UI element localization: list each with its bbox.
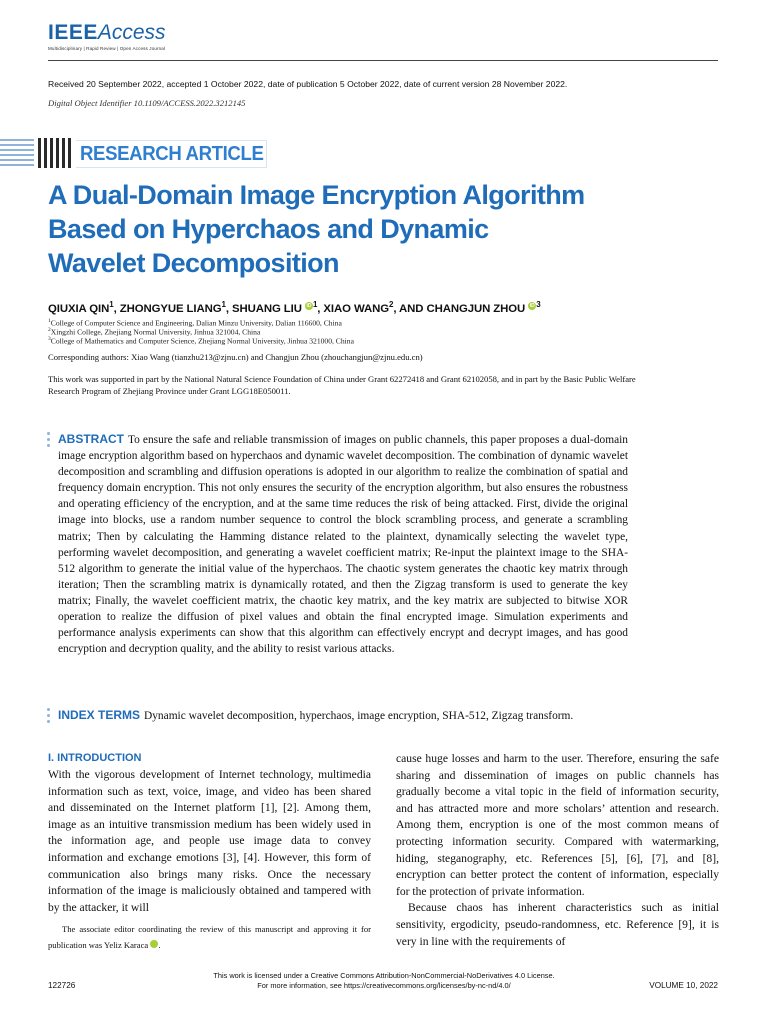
license-link[interactable]: For more information, see https://creativecommons.org/licenses/by-nc-nd/4.0/	[257, 981, 511, 990]
affiliation: $^3$College of Mathematics and Computer Science, Zhejiang Normal University, Jinhua 321000, China	[48, 336, 354, 346]
funding-statement: This work was supported in part by the National Natural Science Foundation of China under Grant 62272418 and Grant 62102058, and in part by the Basic Public Welfare Research Program of Zhejiang Province under Grant LGG18E050011.	[48, 374, 636, 396]
paragraph: cause huge losses and harm to the user. Therefore, ensuring the safe sharing and dissemination of images on public channels has gradually become a vital topic in the field of information security, and has attracted more and more scholars’ attention and research. Among them, encryption is one of the most common means of protecting information security. Compared with watermarking, hiding, steganography, etc. References [5], [6], [7], and [8], encryption can better protect the content of information, especially for the protection of private information.	[396, 752, 719, 898]
title-line: A Dual-Domain Image Encryption Algorithm	[48, 180, 585, 210]
author-name: , SHUANG LIU	[225, 302, 302, 315]
abstract	[58, 431, 628, 657]
doi-line: Digital Object Identifier 10.1109/ACCESS.2022.3212145	[48, 98, 246, 108]
author-name: QIUXIA QIN	[48, 302, 110, 315]
editor-footnote: The associate editor coordinating the review of this manuscript and approving it for publication was Yeliz Karaca iD.	[48, 924, 371, 950]
affiliation: $^2$Xingzhi College, Zhejiang Normal University, Jinhua 321004, China	[48, 327, 261, 337]
author-list: QIUXIA QIN$^1$, ZHONGYUE LIANG$^1$, SHUANG LIU iD $^1$, XIAO WANG$^2$, AND CHANGJUN ZHOU iD $^3$	[48, 300, 541, 315]
logo-tagline: Multidisciplinary | Rapid Review | Open Access Journal	[48, 46, 166, 51]
abstract-dots-icon	[47, 432, 51, 450]
intro-column-right	[396, 751, 719, 950]
paper-title	[48, 178, 668, 280]
index-terms	[58, 707, 628, 724]
corresponding-authors: Corresponding authors: Xiao Wang (tianzhu213@zjnu.cn) and Changjun Zhou (zhouchangjun@zjnu.edu.cn)	[48, 352, 423, 362]
logo-access: Access	[97, 21, 166, 44]
orcid-icon[interactable]: iD	[150, 940, 158, 948]
research-article-banner	[0, 137, 268, 171]
logo-ieee: IEEE	[48, 21, 98, 44]
publication-history: Received 20 September 2022, accepted 1 October 2022, date of publication 5 October 2022, date of current version 28 November 2022.	[48, 79, 568, 89]
banner-stripes-icon	[0, 137, 76, 171]
title-line: Based on Hyperchaos and Dynamic	[48, 214, 489, 244]
abstract-heading: ABSTRACT	[58, 432, 124, 446]
index-terms-text: Dynamic wavelet decomposition, hyperchaos, image encryption, SHA-512, Zigzag transform.	[144, 710, 574, 722]
paragraph: Because chaos has inherent characteristics such as initial sensitivity, ergodicity, pseudo-randomness, etc. Reference [9], it is very in line with the requirements of	[396, 901, 719, 948]
volume-label: VOLUME 10, 2022	[649, 981, 718, 990]
page-number: 122726	[48, 981, 76, 990]
author-name: , AND CHANGJUN ZHOU	[393, 302, 526, 315]
index-terms-heading: INDEX TERMS	[58, 708, 141, 722]
section-heading: I. INTRODUCTION	[48, 752, 142, 764]
orcid-icon[interactable]: iD	[306, 303, 312, 309]
index-terms-dots-icon	[47, 708, 51, 726]
header-divider	[48, 60, 718, 61]
abstract-text: To ensure the safe and reliable transmission of images on public channels, this paper proposes a dual-domain image encryption algorithm based on hyperchaos and dynamic wavelet decomposition. The combination of dynamic wavelet decomposition and scrambling and diffusion operations is adopted in our algorithm to realize the combination of spatial and frequency domain encryption. This not only ensures the security of the encryption algorithm, but also ensures the robustness and operating efficiency of the encryption, and at the same time reduces the risk of being attacked. First, divide the original image into blocks, use a random number sequence to control the block scrambling process, and generate a scrambling matrix; Then by calculating the Hamming distance related to the plaintext, dynamically selecting the wavelet type, performing wavelet decomposition, and generating a wavelet coefficient matrix; Re-input the plaintext image to the SHA-512 algorithm to generate the initial value of the hyperchaos. The chaotic system generates the chaotic key matrix through iteration; Then the scrambling matrix is dynamically rotated, and then the Zigzag transform is used to generate the key matrix; Finally, the wavelet coefficient matrix, the chaotic key matrix, and the key matrix are subjected to bitwise XOR operation to realize the diffusion of pixel values and obtain the final encrypted image. Simulation experiments and performance analysis experiments can show that this algorithm can effectively encrypt and decrypt images, and has good encryption and decryption quality, and the ability to resist various attacks.	[58, 434, 628, 656]
journal-logo	[48, 22, 166, 51]
orcid-icon[interactable]: iD	[529, 303, 535, 309]
license-notice: This work is licensed under a Creative Commons Attribution-NonCommercial-NoDerivatives 4.0 License. For more information, see https://creativecommons.org/licenses/by-nc-nd/4.0/	[0, 971, 768, 991]
title-line: Wavelet Decomposition	[48, 248, 339, 278]
intro-column-left: With the vigorous development of Internet technology, multimedia information such as text, voice, image, and video has been shared and disseminated on the Internet platform [1], [2]. Among them, image as an intuitive transmission medium has been widely used in the information age, and people use image data to convey information and exchange emotions [3], [4]. However, this form of communication also brings many risks. Once the necessary information of the image is maliciously obtained and tampered with by the attacker, it will	[48, 768, 371, 914]
article-type-label: RESEARCH ARTICLE	[80, 143, 264, 165]
author-name: , XIAO WANG	[317, 302, 389, 315]
affiliation: $^1$College of Computer Science and Engineering, Dalian Minzu University, Dalian 116600, China	[48, 318, 342, 328]
author-name: , ZHONGYUE LIANG	[113, 302, 222, 315]
